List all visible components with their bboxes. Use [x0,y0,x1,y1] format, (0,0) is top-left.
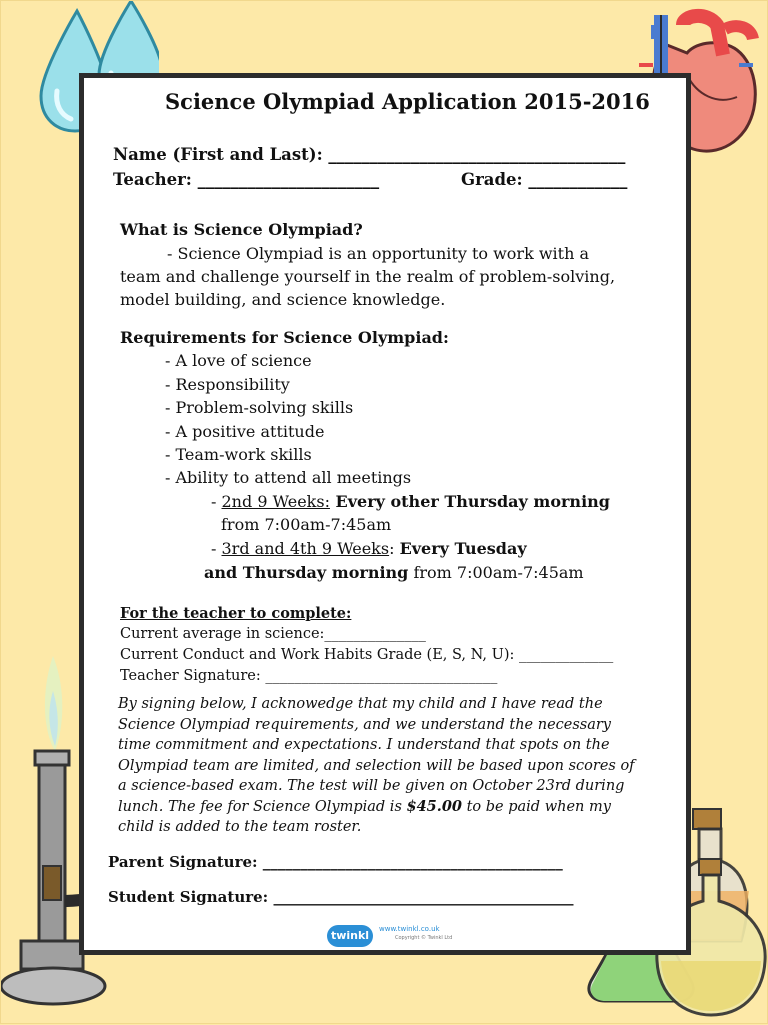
requirement-item: - A positive attitude [165,422,325,441]
schedule-dash: - [211,492,222,511]
schedule-period-label: 2nd 9 Weeks: [221,492,330,511]
page-title: Science Olympiad Application 2015-2016 [165,89,650,114]
schedule-2nd-time: from 7:00am-7:45am [221,515,392,534]
acknowledgement-before: By signing below, I acknowedge that my child and I have read the Science Olympiad requirements, and we understand the necessary time commitment and expectations. I understand that spots on the Olympiad team are limited, and selection will be based upon scores of a science-based exam. The test will be given on October 23rd during lunch. The fee for Science Olympiad is [118,696,635,815]
requirement-item: - Ability to attend all meetings [165,468,412,487]
what-is-heading: What is Science Olympiad? [120,220,363,239]
acknowledgement-text [118,694,643,838]
teacher-section-heading: For the teacher to complete: [120,605,352,622]
requirements-heading: Requirements for Science Olympiad: [120,328,449,347]
requirement-item: - Team-work skills [165,445,312,464]
teacher-signature-field[interactable]: Teacher Signature: ________________________________ [120,668,498,684]
logo-name: twinkl [327,925,373,947]
schedule-3rd-weeks [211,539,527,558]
schedule-period-label: 3rd and 4th 9 Weeks [221,539,390,558]
schedule-time: from 7:00am-7:45am [408,563,584,582]
schedule-dash: - [211,539,222,558]
what-is-line-3: model building, and science knowledge. [120,290,446,309]
schedule-days-cont: and Thursday morning [204,563,409,582]
what-is-line-1: - Science Olympiad is an opportunity to work with a [167,244,590,263]
parent-signature-field[interactable]: Parent Signature: ________________________________________ [108,853,563,871]
name-field[interactable]: Name (First and Last): ____________________________________ [113,145,626,164]
grade-field[interactable]: Grade: ____________ [461,170,628,189]
schedule-colon: : [389,539,400,558]
average-field[interactable]: Current average in science:______________ [120,626,426,642]
schedule-days: Every Tuesday [399,539,527,558]
logo-copyright: Copyright © Twinkl Ltd [395,935,453,941]
student-signature-field[interactable]: Student Signature: ________________________________________ [108,888,574,906]
schedule-days: Every other Thursday morning [329,492,610,511]
logo-url: www.twinkl.co.uk [379,925,440,933]
acknowledgement-after: to be paid when my child is added to the team roster. [118,798,611,835]
requirement-item: - Responsibility [165,375,290,394]
schedule-2nd-weeks [211,492,610,511]
schedule-3rd-time [204,563,584,582]
what-is-line-2: team and challenge yourself in the realm of problem-solving, [120,267,616,286]
fee-amount: $45.00 [406,797,462,815]
requirement-item: - A love of science [165,351,312,370]
requirement-item: - Problem-solving skills [165,398,354,417]
teacher-field[interactable]: Teacher: ______________________ [113,170,380,189]
conduct-field[interactable]: Current Conduct and Work Habits Grade (E, S, N, U): _____________ [120,647,614,663]
twinkl-logo [327,923,457,951]
